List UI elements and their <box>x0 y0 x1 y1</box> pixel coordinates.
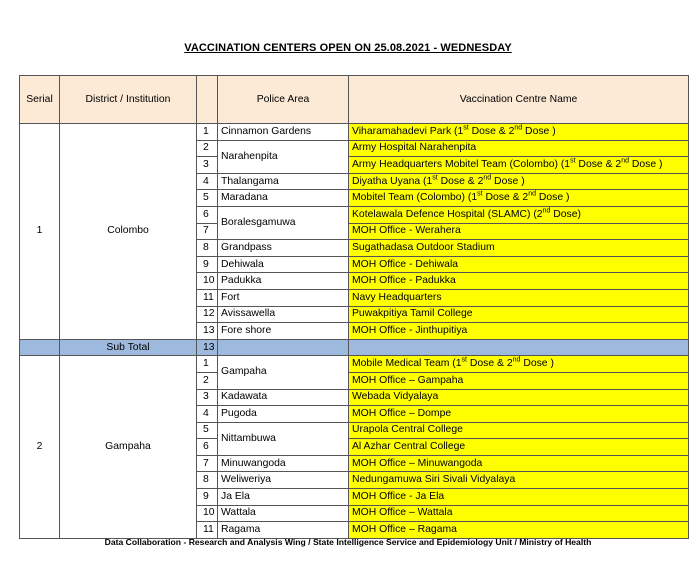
police-area-cell: Cinnamon Gardens <box>218 124 349 141</box>
police-area-cell: Maradana <box>218 190 349 207</box>
police-area-cell: Padukka <box>218 273 349 290</box>
table-row <box>20 356 689 373</box>
header-blank <box>197 76 218 124</box>
district-cell: Colombo <box>60 124 197 340</box>
serial-cell: 1 <box>20 124 60 340</box>
row-number: 7 <box>197 455 218 472</box>
vaccination-centre-cell: Mobile Medical Team (1st Dose & 2nd Dose ) <box>349 356 689 373</box>
row-number: 9 <box>197 256 218 273</box>
vaccination-centre-cell: Diyatha Uyana (1st Dose & 2nd Dose ) <box>349 173 689 190</box>
serial-cell: 2 <box>20 356 60 539</box>
vaccination-centre-cell: MOH Office – Gampaha <box>349 372 689 389</box>
row-number: 11 <box>197 289 218 306</box>
police-area-cell: Ja Ela <box>218 489 349 506</box>
vaccination-centre-cell: Viharamahadevi Park (1st Dose & 2nd Dose ) <box>349 124 689 141</box>
row-number: 5 <box>197 422 218 439</box>
row-number: 13 <box>197 323 218 340</box>
police-area-cell: Gampaha <box>218 356 349 389</box>
police-area-cell: Thalangama <box>218 173 349 190</box>
row-number: 10 <box>197 505 218 522</box>
table-body <box>20 124 689 539</box>
row-number: 8 <box>197 472 218 489</box>
police-area-cell: Minuwangoda <box>218 455 349 472</box>
row-number: 3 <box>197 157 218 174</box>
police-area-cell: Fort <box>218 289 349 306</box>
vaccination-centre-cell: Navy Headquarters <box>349 289 689 306</box>
header-centre: Vaccination Centre Name <box>349 76 689 124</box>
police-area-cell: Avissawella <box>218 306 349 323</box>
police-area-cell: Fore shore <box>218 323 349 340</box>
vaccination-centre-cell: Mobitel Team (Colombo) (1st Dose & 2nd Dose ) <box>349 190 689 207</box>
subtotal-label: Sub Total <box>60 339 197 356</box>
vaccination-centre-cell: Sugathadasa Outdoor Stadium <box>349 240 689 257</box>
row-number: 7 <box>197 223 218 240</box>
subtotal-spacer <box>20 339 60 356</box>
police-area-cell: Grandpass <box>218 240 349 257</box>
subtotal-row <box>20 339 689 356</box>
vaccination-table <box>19 75 689 539</box>
vaccination-centre-cell: Army Headquarters Mobitel Team (Colombo) (1st Dose & 2nd Dose ) <box>349 157 689 174</box>
police-area-cell: Dehiwala <box>218 256 349 273</box>
row-number: 12 <box>197 306 218 323</box>
subtotal-blank-centre <box>349 339 689 356</box>
vaccination-centre-cell: Webada Vidyalaya <box>349 389 689 406</box>
vaccination-centre-cell: Kotelawala Defence Hospital (SLAMC) (2nd Dose) <box>349 206 689 223</box>
header-district: District / Institution <box>60 76 197 124</box>
vaccination-centre-cell: MOH Office - Werahera <box>349 223 689 240</box>
vaccination-centre-cell: MOH Office – Wattala <box>349 505 689 522</box>
row-number: 1 <box>197 124 218 141</box>
footer-credit: Data Collaboration - Research and Analysis Wing / State Intelligence Service and Epidemiology Unit / Ministry of Health <box>104 537 592 547</box>
police-area-cell: Ragama <box>218 522 349 539</box>
police-area-cell: Pugoda <box>218 406 349 423</box>
table-row <box>20 124 689 141</box>
row-number: 5 <box>197 190 218 207</box>
row-number: 4 <box>197 406 218 423</box>
row-number: 10 <box>197 273 218 290</box>
vaccination-centre-cell: Army Hospital Narahenpita <box>349 140 689 157</box>
subtotal-blank <box>218 339 349 356</box>
police-area-cell: Weliweriya <box>218 472 349 489</box>
vaccination-centre-cell: Al Azhar Central College <box>349 439 689 456</box>
row-number: 4 <box>197 173 218 190</box>
row-number: 6 <box>197 439 218 456</box>
vaccination-centre-cell: MOH Office - Padukka <box>349 273 689 290</box>
row-number: 3 <box>197 389 218 406</box>
row-number: 11 <box>197 522 218 539</box>
vaccination-centre-cell: Puwakpitiya Tamil College <box>349 306 689 323</box>
row-number: 9 <box>197 489 218 506</box>
police-area-cell: Nittambuwa <box>218 422 349 455</box>
police-area-cell: Wattala <box>218 505 349 522</box>
row-number: 8 <box>197 240 218 257</box>
vaccination-centre-cell: Nedungamuwa Siri Sivali Vidyalaya <box>349 472 689 489</box>
vaccination-centre-cell: MOH Office - Ja Ela <box>349 489 689 506</box>
police-area-cell: Kadawata <box>218 389 349 406</box>
vaccination-centre-cell: MOH Office – Ragama <box>349 522 689 539</box>
district-cell: Gampaha <box>60 356 197 539</box>
row-number: 1 <box>197 356 218 373</box>
police-area-cell: Narahenpita <box>218 140 349 173</box>
row-number: 6 <box>197 206 218 223</box>
vaccination-centre-cell: MOH Office – Minuwangoda <box>349 455 689 472</box>
row-number: 2 <box>197 372 218 389</box>
subtotal-value: 13 <box>197 339 218 356</box>
row-number: 2 <box>197 140 218 157</box>
header-police-area: Police Area <box>218 76 349 124</box>
document-title: VACCINATION CENTERS OPEN ON 25.08.2021 - WEDNESDAY <box>184 42 512 54</box>
header-serial: Serial <box>20 76 60 124</box>
vaccination-centre-cell: MOH Office – Dompe <box>349 406 689 423</box>
vaccination-centre-cell: Urapola Central College <box>349 422 689 439</box>
vaccination-centre-cell: MOH Office - Jinthupitiya <box>349 323 689 340</box>
vaccination-centre-cell: MOH Office - Dehiwala <box>349 256 689 273</box>
police-area-cell: Boralesgamuwa <box>218 206 349 239</box>
header-row <box>20 76 689 124</box>
